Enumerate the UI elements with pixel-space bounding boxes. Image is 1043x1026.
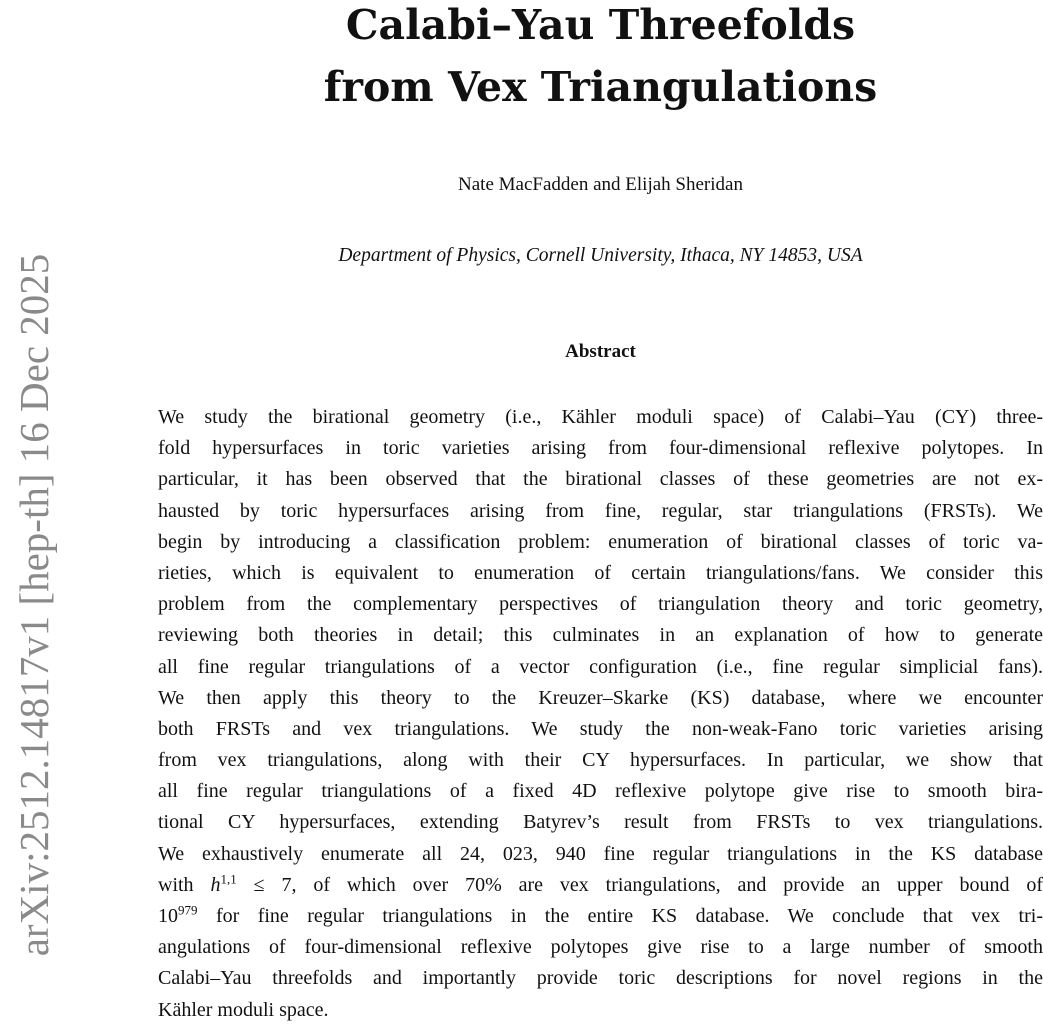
text-segment: with	[158, 874, 210, 896]
title-line-1: Calabi–Yau Threefolds	[158, 0, 1043, 56]
arxiv-identifier: arXiv:2512.14817v1 [hep-th] 16 Dec 2025	[9, 215, 59, 995]
abstract-line	[158, 558, 1043, 589]
text-segment: problem from the complementary perspectives of triangulation theory and toric geometry,	[158, 593, 1043, 615]
superscript: 979	[178, 902, 198, 917]
text-segment: both FRSTs and vex triangulations. We study the non-weak-Fano toric varieties arising	[158, 718, 1043, 740]
text-segment: rieties, which is equivalent to enumeration of certain triangulations/fans. We consider this	[158, 562, 1043, 584]
text-segment: We exhaustively enumerate all 24, 023, 940 fine regular triangulations in the KS database	[158, 843, 1043, 865]
abstract-line	[158, 714, 1043, 745]
abstract-line	[158, 932, 1043, 963]
abstract-line	[158, 995, 1043, 1026]
text-segment: We then apply this theory to the Kreuzer–Skarke (KS) database, where we encounter	[158, 687, 1043, 709]
abstract-body	[158, 402, 1043, 1026]
abstract-heading: Abstract	[158, 341, 1043, 363]
text-segment: particular, it has been observed that the birational classes of these geometries are not ex-	[158, 468, 1043, 490]
abstract-line	[158, 776, 1043, 807]
text-segment: all fine regular triangulations of a fixed 4D reflexive polytope give rise to smooth bira-	[158, 780, 1043, 802]
text-segment: from vex triangulations, along with their CY hypersurfaces. In particular, we show that	[158, 749, 1043, 771]
text-segment: ≤ 7, of which over 70% are vex triangulations, and provide an upper bound of	[237, 874, 1043, 896]
text-segment: reviewing both theories in detail; this culminates in an explanation of how to generate	[158, 624, 1043, 646]
abstract-line	[158, 745, 1043, 776]
text-segment: hausted by toric hypersurfaces arising from fine, regular, star triangulations (FRSTs). We	[158, 500, 1043, 522]
abstract-line	[158, 807, 1043, 838]
text-segment: angulations of four-dimensional reflexive polytopes give rise to a large number of smooth	[158, 936, 1043, 958]
text-segment: Calabi–Yau threefolds and importantly provide toric descriptions for novel regions in the	[158, 967, 1043, 989]
affiliation: Department of Physics, Cornell University, Ithaca, NY 14853, USA	[158, 245, 1043, 267]
abstract-line	[158, 589, 1043, 620]
abstract-line	[158, 402, 1043, 433]
text-segment: all fine regular triangulations of a vector configuration (i.e., fine regular simplicial fans).	[158, 656, 1043, 678]
abstract-line	[158, 433, 1043, 464]
text-segment: h	[210, 874, 220, 896]
text-segment: Kähler moduli space.	[158, 999, 329, 1021]
text-segment: begin by introducing a classification problem: enumeration of birational classes of toric va-	[158, 531, 1043, 553]
text-segment: for fine regular triangulations in the entire KS database. We conclude that vex tri-	[198, 905, 1043, 927]
text-segment: tional CY hypersurfaces, extending Batyrev’s result from FRSTs to vex triangulations.	[158, 811, 1043, 833]
title-line-2: from Vex Triangulations	[158, 56, 1043, 118]
abstract-line	[158, 652, 1043, 683]
text-segment: We study the birational geometry (i.e., Kähler moduli space) of Calabi–Yau (CY) three-	[158, 406, 1043, 428]
abstract-line	[158, 839, 1043, 870]
abstract-line	[158, 527, 1043, 558]
abstract-line	[158, 870, 1043, 901]
text-segment: fold hypersurfaces in toric varieties arising from four-dimensional reflexive polytopes. In	[158, 437, 1043, 459]
text-segment: 10	[158, 905, 178, 927]
paper-title	[158, 0, 1043, 118]
authors: Nate MacFadden and Elijah Sheridan	[158, 174, 1043, 196]
abstract-line	[158, 464, 1043, 495]
abstract-line	[158, 963, 1043, 994]
superscript: 1,1	[220, 871, 236, 886]
abstract-line	[158, 496, 1043, 527]
abstract-line	[158, 901, 1043, 932]
abstract-line	[158, 620, 1043, 651]
abstract-line	[158, 683, 1043, 714]
